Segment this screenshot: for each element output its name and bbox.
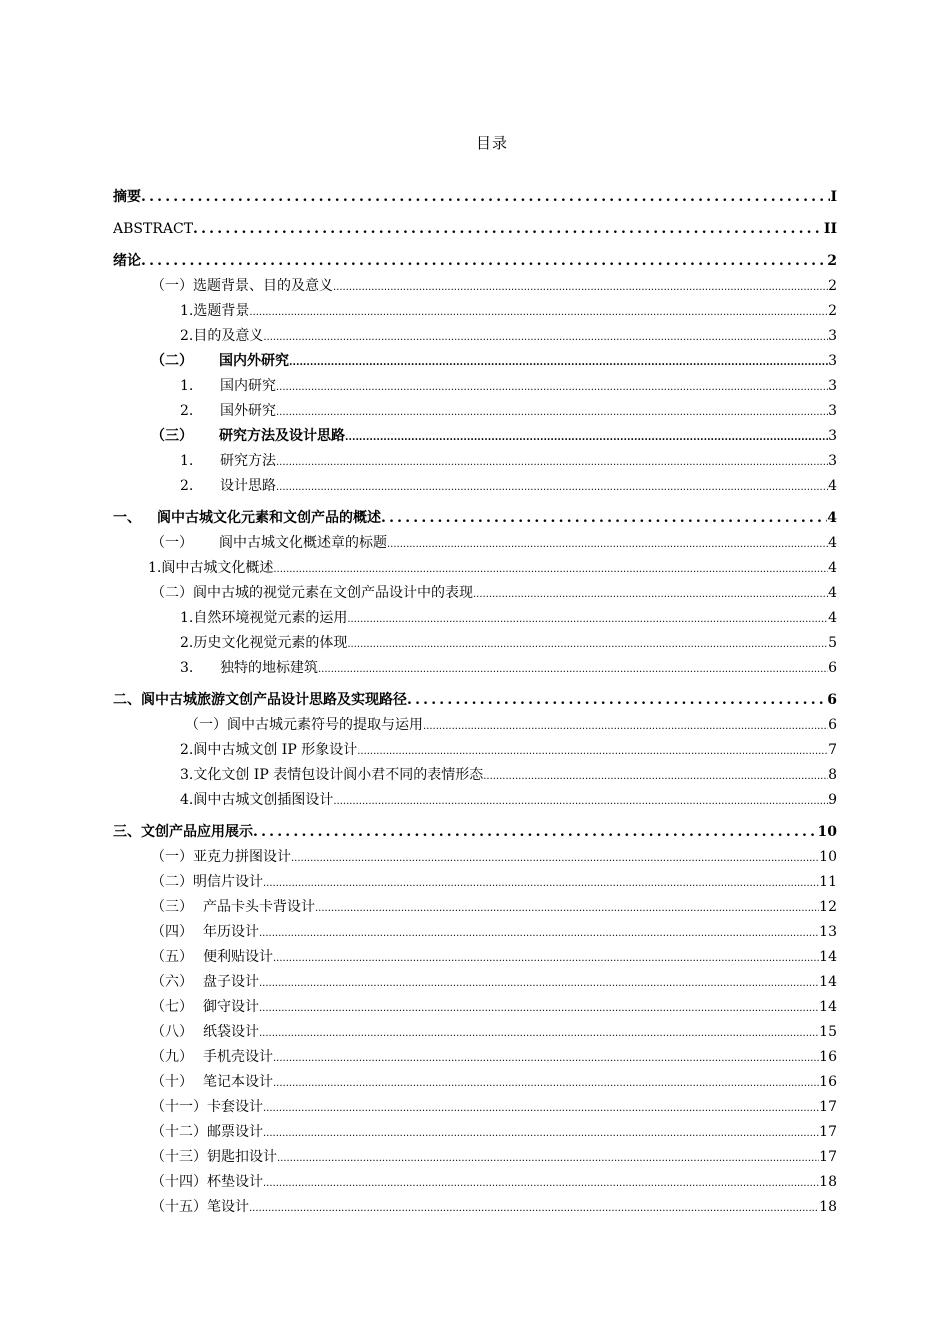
toc-entry-label: 国外研究 xyxy=(220,403,276,419)
dot-leader xyxy=(141,190,830,208)
toc-entry-number: （六） xyxy=(151,974,193,990)
toc-page-number: 3 xyxy=(828,353,837,369)
toc-entry[interactable] xyxy=(113,1168,837,1193)
toc-page-number: 4 xyxy=(828,610,837,626)
toc-entry[interactable] xyxy=(113,604,837,629)
toc-page-number: 3 xyxy=(828,378,837,394)
toc-entry-label: 邮票设计 xyxy=(207,1124,263,1140)
toc-entry-label: ABSTRACT xyxy=(113,221,194,237)
toc-page-number: 4 xyxy=(828,478,837,494)
toc-page-number: 17 xyxy=(819,1149,837,1165)
dot-leader xyxy=(423,718,828,736)
toc-entry-number: （四） xyxy=(151,924,193,940)
dot-leader xyxy=(276,479,828,497)
toc-page-number: 3 xyxy=(828,403,837,419)
toc-entry-number: 1. xyxy=(180,453,194,469)
toc-entry-number: （二） xyxy=(151,353,193,369)
toc-entry-number: 2. xyxy=(180,742,194,758)
toc-entry[interactable] xyxy=(113,811,837,843)
toc-entry-label: 阆中古城文创插图设计 xyxy=(193,792,334,808)
toc-page-number: 3 xyxy=(828,328,837,344)
dot-leader xyxy=(318,661,828,679)
dot-leader xyxy=(273,1075,819,1093)
toc-entry-label: 国内研究 xyxy=(220,378,276,394)
toc-entry-label: 选题背景、目的及意义 xyxy=(193,278,333,294)
toc-page-number: 3 xyxy=(828,428,837,444)
toc-entry-number: 2. xyxy=(180,403,194,419)
toc-entry-label: 摘要 xyxy=(113,189,141,205)
toc-entry[interactable] xyxy=(113,372,837,397)
dot-leader xyxy=(259,925,819,943)
toc-entry[interactable] xyxy=(113,176,837,208)
toc-entry-number: （二） xyxy=(151,874,193,890)
toc-entry-label: 研究方法及设计思路 xyxy=(219,428,345,444)
toc-entry-label: 杯垫设计 xyxy=(207,1174,263,1190)
toc-entry[interactable] xyxy=(113,554,837,579)
toc-entry-number: （十一） xyxy=(151,1099,207,1115)
toc-entry[interactable] xyxy=(113,993,837,1018)
dot-leader xyxy=(333,793,828,811)
dot-leader xyxy=(357,743,828,761)
toc-page-number: 4 xyxy=(828,535,837,551)
toc-entry[interactable] xyxy=(113,711,837,736)
toc-entry[interactable] xyxy=(113,272,837,297)
toc-entry-number: （一） xyxy=(151,849,193,865)
toc-entry-label: 历史文化视觉元素的体现 xyxy=(193,635,348,651)
toc-page-number: 2 xyxy=(827,253,837,269)
toc-title: 目录 xyxy=(475,134,508,152)
toc-page-number: 6 xyxy=(827,692,837,708)
toc-entry-number: （二） xyxy=(151,585,193,601)
dot-leader xyxy=(289,354,828,372)
dot-leader xyxy=(347,636,828,654)
toc-entry-label: 便利贴设计 xyxy=(203,949,273,965)
toc-page-number: 17 xyxy=(819,1099,837,1115)
dot-leader xyxy=(263,329,828,347)
dot-leader xyxy=(483,768,828,786)
dot-leader xyxy=(273,1050,819,1068)
toc-page-number: 12 xyxy=(819,899,837,915)
toc-page-number: 9 xyxy=(828,792,837,808)
toc-entry[interactable] xyxy=(113,497,837,529)
dot-leader xyxy=(345,429,828,447)
toc-entry[interactable] xyxy=(113,786,837,811)
toc-entry[interactable] xyxy=(113,761,837,786)
toc-entry[interactable] xyxy=(113,1118,837,1143)
toc-page-number: 4 xyxy=(827,510,837,526)
toc-entry-label: 阆中古城元素符号的提取与运用 xyxy=(227,717,423,733)
toc-page-number: 4 xyxy=(828,585,837,601)
toc-entry-number: （十五） xyxy=(151,1199,207,1215)
toc-entry-number: （十四） xyxy=(151,1174,207,1190)
toc-page-number: 13 xyxy=(819,924,837,940)
toc-page-number: 6 xyxy=(828,717,837,733)
toc-entry-label: 笔记本设计 xyxy=(203,1074,273,1090)
toc-entry-label: 文化文创 IP 表情包设计阆小君不同的表情形态 xyxy=(193,767,484,783)
dot-leader xyxy=(141,254,827,272)
toc-entry-label: 笔设计 xyxy=(207,1199,249,1215)
toc-page-number: 10 xyxy=(819,849,837,865)
toc-entry[interactable] xyxy=(113,529,837,554)
table-of-contents xyxy=(113,176,837,1218)
toc-entry-number: （一） xyxy=(151,535,193,551)
toc-entry-number: 3. xyxy=(180,660,194,676)
toc-entry-label: 阆中古城的视觉元素在文创产品设计中的表现 xyxy=(193,585,473,601)
dot-leader xyxy=(249,304,828,322)
toc-entry-label: 明信片设计 xyxy=(193,874,263,890)
dot-leader xyxy=(315,900,819,918)
dot-leader xyxy=(381,511,827,529)
toc-page-number: II xyxy=(823,221,837,237)
toc-page-number: 2 xyxy=(828,303,837,319)
toc-entry-label: 纸袋设计 xyxy=(203,1024,259,1040)
toc-entry-label: 设计思路 xyxy=(220,478,276,494)
toc-entry-number: 4. xyxy=(180,792,194,808)
toc-entry[interactable] xyxy=(113,1143,837,1168)
toc-entry-number: 一、 xyxy=(113,510,141,526)
toc-entry-number: 三、 xyxy=(113,824,141,840)
toc-entry[interactable] xyxy=(113,843,837,868)
toc-entry[interactable] xyxy=(113,347,837,372)
toc-entry-number: （一） xyxy=(185,717,227,733)
dot-leader xyxy=(347,611,828,629)
toc-entry-number: （九） xyxy=(151,1049,193,1065)
toc-page-number: 2 xyxy=(828,278,837,294)
dot-leader xyxy=(259,1025,819,1043)
dot-leader xyxy=(277,1150,819,1168)
toc-entry[interactable] xyxy=(113,208,837,240)
dot-leader xyxy=(263,875,819,893)
toc-page-number: 15 xyxy=(819,1024,837,1040)
dot-leader xyxy=(249,1200,819,1218)
dot-leader xyxy=(473,586,828,604)
toc-entry[interactable] xyxy=(113,654,837,679)
dot-leader xyxy=(193,222,824,240)
toc-entry-number: 2. xyxy=(180,478,194,494)
toc-entry-label: 年历设计 xyxy=(203,924,259,940)
dot-leader xyxy=(273,950,819,968)
toc-page-number: 5 xyxy=(828,635,837,651)
dot-leader xyxy=(263,1125,819,1143)
toc-entry-label: 阆中古城文创 IP 形象设计 xyxy=(193,742,358,758)
toc-entry-number: 1. xyxy=(180,610,194,626)
toc-entry-label: 阆中古城文化概述 xyxy=(161,560,274,576)
toc-entry-label: 选题背景 xyxy=(193,303,250,319)
toc-entry-label: 御守设计 xyxy=(203,999,259,1015)
dot-leader xyxy=(407,693,827,711)
toc-entry-number: （十） xyxy=(151,1074,193,1090)
toc-page-number: 6 xyxy=(828,660,837,676)
dot-leader xyxy=(276,404,828,422)
toc-entry[interactable] xyxy=(113,918,837,943)
toc-page-number: 11 xyxy=(819,874,837,890)
toc-entry-number: （八） xyxy=(151,1024,193,1040)
toc-entry[interactable] xyxy=(113,943,837,968)
toc-entry-label: 阆中古城文化元素和文创产品的概述 xyxy=(157,510,381,526)
toc-page-number: 10 xyxy=(817,824,837,840)
toc-entry-label: 研究方法 xyxy=(220,453,276,469)
dot-leader xyxy=(259,975,819,993)
toc-entry-label: 钥匙扣设计 xyxy=(207,1149,277,1165)
toc-page-number: 17 xyxy=(819,1124,837,1140)
toc-page-number: 16 xyxy=(819,1049,837,1065)
toc-entry-number: 1. xyxy=(148,560,162,576)
toc-entry[interactable] xyxy=(113,472,837,497)
toc-entry[interactable] xyxy=(113,893,837,918)
dot-leader xyxy=(387,536,828,554)
toc-entry[interactable] xyxy=(113,422,837,447)
toc-page-number: 7 xyxy=(828,742,837,758)
toc-entry-label: 自然环境视觉元素的运用 xyxy=(193,610,348,626)
dot-leader xyxy=(333,279,828,297)
toc-entry-label: 阆中古城旅游文创产品设计思路及实现路径 xyxy=(141,692,407,708)
toc-entry[interactable] xyxy=(113,447,837,472)
toc-entry-label: 国内外研究 xyxy=(219,353,289,369)
toc-entry-number: 2. xyxy=(180,328,194,344)
toc-entry[interactable] xyxy=(113,297,837,322)
dot-leader xyxy=(259,1000,819,1018)
toc-entry[interactable] xyxy=(113,240,837,272)
toc-entry-label: 产品卡头卡背设计 xyxy=(203,899,315,915)
dot-leader xyxy=(273,561,828,579)
toc-entry[interactable] xyxy=(113,968,837,993)
toc-page-number: 14 xyxy=(819,999,837,1015)
toc-page-number: 8 xyxy=(828,767,837,783)
dot-leader xyxy=(263,1175,819,1193)
toc-entry-number: （十三） xyxy=(151,1149,207,1165)
toc-entry-number: 1. xyxy=(180,378,194,394)
dot-leader xyxy=(276,454,828,472)
toc-entry-label: 目的及意义 xyxy=(193,328,264,344)
toc-entry-label: 盘子设计 xyxy=(203,974,259,990)
toc-entry[interactable] xyxy=(113,397,837,422)
toc-entry-number: 1. xyxy=(180,303,194,319)
toc-entry-number: （七） xyxy=(151,999,193,1015)
toc-entry-label: 文创产品应用展示 xyxy=(141,824,253,840)
toc-entry-number: （五） xyxy=(151,949,193,965)
toc-entry[interactable] xyxy=(113,1193,837,1218)
toc-entry[interactable] xyxy=(113,1043,837,1068)
toc-entry[interactable] xyxy=(113,322,837,347)
toc-page-number: 14 xyxy=(819,974,837,990)
toc-entry[interactable] xyxy=(113,679,837,711)
toc-entry-number: （一） xyxy=(151,278,193,294)
toc-entry-number: 二、 xyxy=(113,692,141,708)
toc-entry-label: 独特的地标建筑 xyxy=(220,660,318,676)
toc-entry-number: 3. xyxy=(180,767,194,783)
toc-entry[interactable] xyxy=(113,1018,837,1043)
toc-entry[interactable] xyxy=(113,579,837,604)
toc-entry-number: （三） xyxy=(151,899,193,915)
toc-entry-label: 手机壳设计 xyxy=(203,1049,273,1065)
toc-entry-number: 2. xyxy=(180,635,194,651)
toc-entry[interactable] xyxy=(113,629,837,654)
toc-entry-label: 卡套设计 xyxy=(207,1099,263,1115)
toc-page-number: 3 xyxy=(828,453,837,469)
dot-leader xyxy=(263,1100,819,1118)
toc-page-number: 16 xyxy=(819,1074,837,1090)
toc-entry-label: 阆中古城文化概述章的标题 xyxy=(219,535,387,551)
toc-entry[interactable] xyxy=(113,736,837,761)
toc-entry-label: 绪论 xyxy=(113,253,141,269)
toc-page-number: 14 xyxy=(819,949,837,965)
toc-page-number: 4 xyxy=(828,560,837,576)
dot-leader xyxy=(253,825,818,843)
toc-entry[interactable] xyxy=(113,1093,837,1118)
toc-entry[interactable] xyxy=(113,1068,837,1093)
toc-entry-label: 亚克力拼图设计 xyxy=(193,849,291,865)
toc-entry-number: （十二） xyxy=(151,1124,207,1140)
toc-entry[interactable] xyxy=(113,868,837,893)
toc-page-number: I xyxy=(830,189,837,205)
toc-entry-number: （三） xyxy=(151,428,193,444)
toc-page-number: 18 xyxy=(819,1199,837,1215)
dot-leader xyxy=(276,379,828,397)
dot-leader xyxy=(291,850,819,868)
toc-page-number: 18 xyxy=(819,1174,837,1190)
